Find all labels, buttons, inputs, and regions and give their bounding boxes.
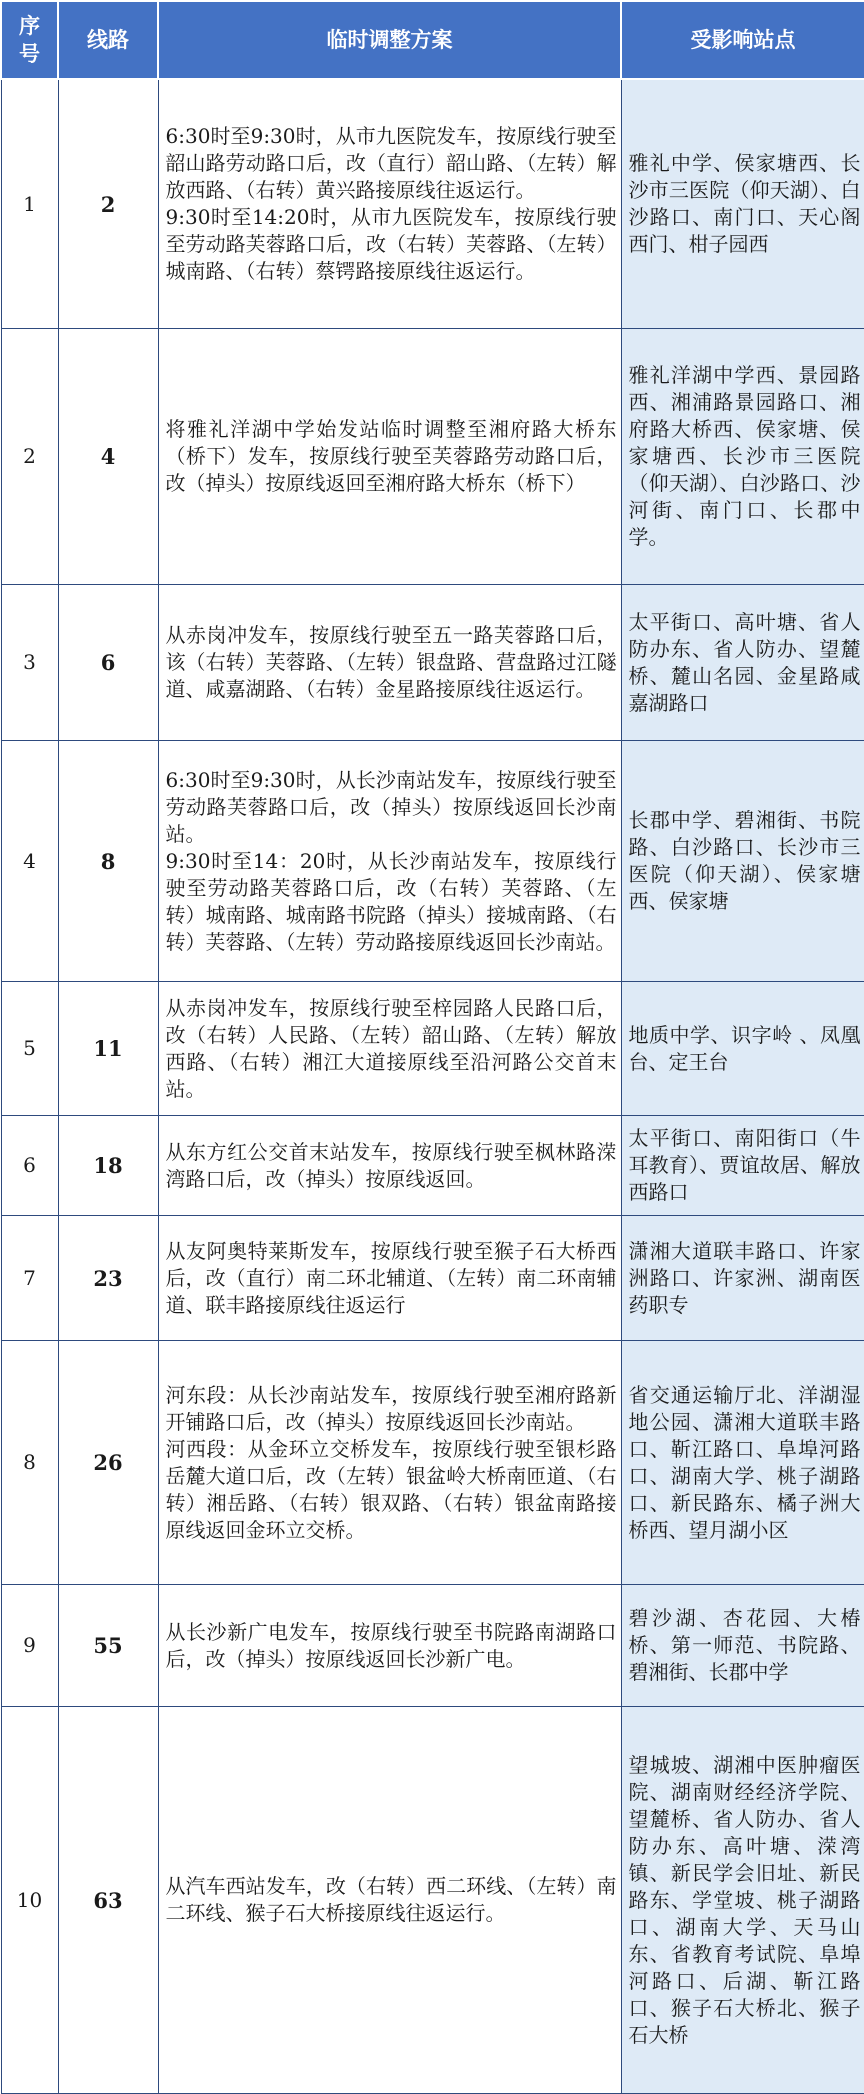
row-number: 4 [1, 741, 58, 982]
row-number: 8 [1, 1341, 58, 1585]
adjustment-plan: 将雅礼洋湖中学始发站临时调整至湘府路大桥东（桥下）发车，按原线行驶至芙蓉路劳动路口后，改（掉头）按原线返回至湘府路大桥东（桥下） [158, 329, 621, 585]
adjustment-plan: 河东段：从长沙南站发车，按原线行驶至湘府路新开铺路口后，改（掉头）按原线返回长沙南站。 河西段：从金环立交桥发车，按原线行驶至银杉路岳麓大道口后，改（左转）银盆岭大桥南匝道、（右转）湘岳路、（右转）银双路、（右转）银盆南路接原线返回金环立交桥。 [158, 1341, 621, 1585]
header-line: 线路 [58, 1, 158, 79]
table-row [1, 585, 864, 741]
header-row [1, 1, 864, 79]
table-row [1, 982, 864, 1116]
table-row [1, 329, 864, 585]
adjustment-plan: 从汽车西站发车，改（右转）西二环线、（左转）南二环线、猴子石大桥接原线往返运行。 [158, 1707, 621, 2094]
adjustment-plan: 从赤岗冲发车，按原线行驶至梓园路人民路口后，改（右转）人民路、（左转）韶山路、（左转）解放西路、（右转）湘江大道接原线至沿河路公交首末站。 [158, 982, 621, 1116]
row-number: 10 [1, 1707, 58, 2094]
adjustment-plan: 6:30时至9:30时，从长沙南站发车，按原线行驶至劳动路芙蓉路口后，改（掉头）按原线返回长沙南站。 9:30时至14：20时，从长沙南站发车，按原线行驶至劳动路芙蓉路口后，改（右转）芙蓉路、（左转）城南路、城南路书院路（掉头）接城南路、（右转）芙蓉路、（左转）劳动路接原线返回长沙南站。 [158, 741, 621, 982]
header-plan: 临时调整方案 [158, 1, 621, 79]
affected-stops: 长郡中学、碧湘街、书院路、白沙路口、长沙市三医院（仰天湖）、侯家塘西、侯家塘 [621, 741, 864, 982]
adjustment-plan: 从赤岗冲发车，按原线行驶至五一路芙蓉路口后，该（右转）芙蓉路、（左转）银盘路、营盘路过江隧道、咸嘉湖路、（右转）金星路接原线往返运行。 [158, 585, 621, 741]
affected-stops: 太平街口、南阳街口（牛耳教育）、贾谊故居、解放西路口 [621, 1116, 864, 1216]
row-number: 9 [1, 1585, 58, 1707]
row-number: 6 [1, 1116, 58, 1216]
affected-stops: 省交通运输厅北、洋湖湿地公园、潇湘大道联丰路口、靳江路口、阜埠河路口、湖南大学、桃子湖路口、新民路东、橘子洲大桥西、望月湖小区 [621, 1341, 864, 1585]
table-row [1, 1116, 864, 1216]
route-number: 26 [58, 1341, 158, 1585]
route-number: 18 [58, 1116, 158, 1216]
row-number: 7 [1, 1216, 58, 1341]
affected-stops: 雅礼中学、侯家塘西、长沙市三医院（仰天湖）、白沙路口、南门口、天心阁西门、柑子园西 [621, 79, 864, 329]
header-no: 序 号 [1, 1, 58, 79]
affected-stops: 碧沙湖、杏花园、大椿桥、第一师范、书院路、碧湘街、长郡中学 [621, 1585, 864, 1707]
affected-stops: 雅礼洋湖中学西、景园路西、湘浦路景园路口、湘府路大桥西、侯家塘、侯家塘西、长沙市三医院（仰天湖）、白沙路口、沙河街、南门口、长郡中学。 [621, 329, 864, 585]
table-row [1, 1341, 864, 1585]
table-row [1, 741, 864, 982]
table-row [1, 79, 864, 329]
affected-stops: 太平街口、高叶塘、省人防办东、省人防办、望麓桥、麓山名园、金星路咸嘉湖路口 [621, 585, 864, 741]
table-row [1, 1707, 864, 2094]
header-stops: 受影响站点 [621, 1, 864, 79]
route-number: 8 [58, 741, 158, 982]
route-number: 2 [58, 79, 158, 329]
adjustment-plan: 从友阿奥特莱斯发车，按原线行驶至猴子石大桥西后，改（直行）南二环北辅道、（左转）南二环南辅道、联丰路接原线往返运行 [158, 1216, 621, 1341]
table-row [1, 1585, 864, 1707]
route-number: 55 [58, 1585, 158, 1707]
route-number: 4 [58, 329, 158, 585]
route-number: 6 [58, 585, 158, 741]
route-number: 63 [58, 1707, 158, 2094]
table-row [1, 1216, 864, 1341]
adjustment-plan: 从长沙新广电发车，按原线行驶至书院路南湖路口后，改（掉头）按原线返回长沙新广电。 [158, 1585, 621, 1707]
affected-stops: 地质中学、识字岭 、凤凰台、定王台 [621, 982, 864, 1116]
row-number: 3 [1, 585, 58, 741]
route-number: 23 [58, 1216, 158, 1341]
row-number: 5 [1, 982, 58, 1116]
adjustment-plan: 6:30时至9:30时，从市九医院发车，按原线行驶至韶山路劳动路口后，改（直行）韶山路、（左转）解放西路、（右转）黄兴路接原线往返运行。 9:30时至14:20时，从市九医院发车，按原线行驶至劳动路芙蓉路口后，改（右转）芙蓉路、（左转）城南路、（右转）蔡锷路接原线往返运行。 [158, 79, 621, 329]
row-number: 1 [1, 79, 58, 329]
affected-stops: 潇湘大道联丰路口、许家洲路口、许家洲、湖南医药职专 [621, 1216, 864, 1341]
affected-stops: 望城坡、湖湘中医肿瘤医院、湖南财经经济学院、望麓桥、省人防办、省人防办东、高叶塘、溁湾镇、新民学会旧址、新民路东、学堂坡、桃子湖路口、湖南大学、天马山东、省教育考试院、阜埠河路口、后湖、靳江路口、猴子石大桥北、猴子石大桥 [621, 1707, 864, 2094]
row-number: 2 [1, 329, 58, 585]
adjustment-plan: 从东方红公交首末站发车，按原线行驶至枫林路溁湾路口后，改（掉头）按原线返回。 [158, 1116, 621, 1216]
route-number: 11 [58, 982, 158, 1116]
